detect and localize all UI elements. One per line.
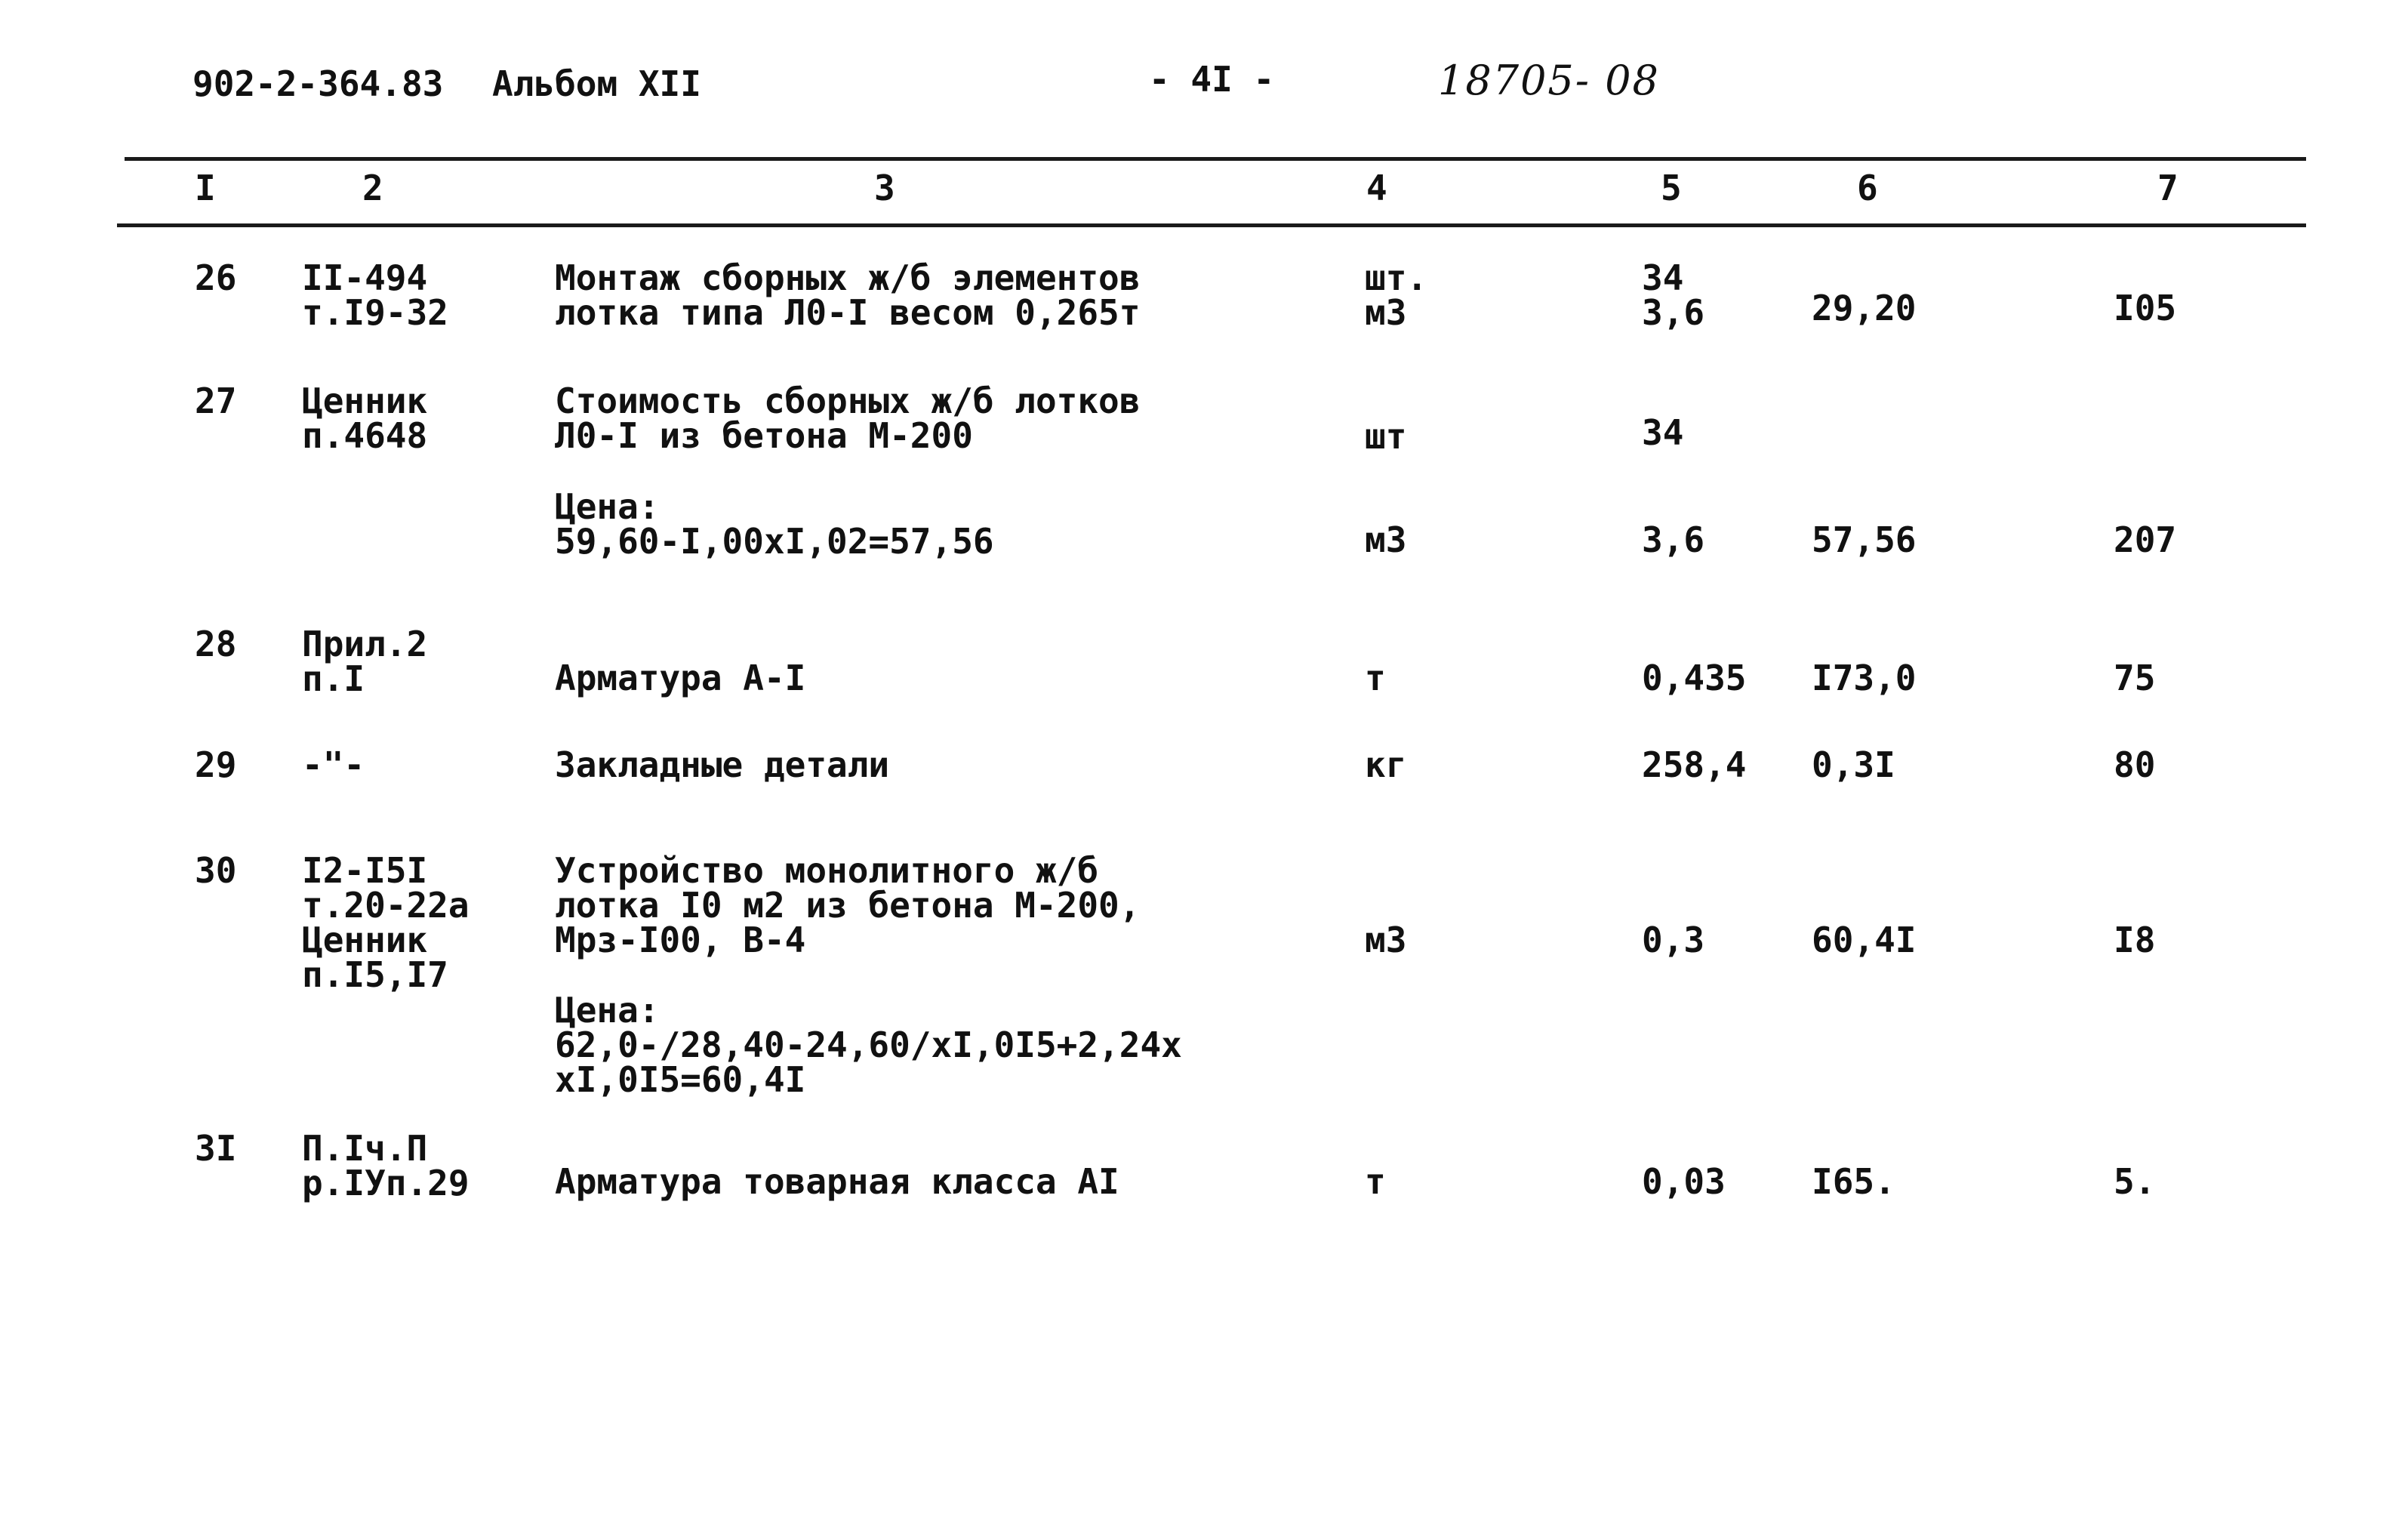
row-26-description: Монтаж сборных ж/б элементов лотка типа Л0-I весом 0,265т (555, 257, 1141, 333)
row-31-unit: т (1365, 1161, 1386, 1202)
row-27-reference: Ценник п.4648 (302, 381, 428, 456)
row-27-price-formula: Цена: 59,60-I,00хI,02=57,56 (555, 486, 994, 562)
row-30-total: I8 (2114, 920, 2156, 960)
row-27-price-quantity: 3,6 (1642, 519, 1705, 560)
row-31-total: 5. (2114, 1161, 2156, 1202)
row-28-price: I73,0 (1812, 658, 1917, 698)
row-29-unit: кг (1365, 744, 1407, 785)
column-header-4: 4 (1366, 168, 1387, 208)
row-29-total: 80 (2114, 744, 2156, 785)
album-label: Альбом XII (492, 63, 701, 104)
row-29-price: 0,3I (1812, 744, 1895, 785)
row-26-unit: шт. м3 (1365, 257, 1428, 333)
row-30-price-formula: Цена: 62,0-/28,40-24,60/хI,0I5+2,24х хI,0I5=60,4I (555, 990, 1182, 1100)
row-31-description: Арматура товарная класса АI (555, 1161, 1119, 1202)
row-28-unit: т (1365, 658, 1386, 698)
row-28-description: Арматура А-I (555, 658, 806, 698)
top-rule (125, 157, 2306, 161)
column-header-6: 6 (1857, 168, 1878, 208)
header-bottom-rule (117, 223, 2306, 227)
row-30-number: 30 (195, 850, 237, 891)
row-30-quantity: 0,3 (1642, 920, 1705, 960)
row-27-price-unit: м3 (1365, 519, 1407, 560)
handwritten-number: 18705- 08 (1438, 57, 1660, 104)
row-30-reference: I2-I5I т.20-22а Ценник п.I5,I7 (302, 850, 470, 995)
row-29-number: 29 (195, 744, 237, 785)
column-header-2: 2 (362, 168, 383, 208)
column-header-7: 7 (2157, 168, 2179, 208)
row-28-total: 75 (2114, 658, 2156, 698)
column-header-1: I (195, 168, 216, 208)
row-29-quantity: 258,4 (1642, 744, 1747, 785)
row-27-unit: шт (1365, 416, 1407, 457)
row-30-price: 60,4I (1812, 920, 1917, 960)
row-29-description: Закладные детали (555, 744, 890, 785)
row-27-unit-price: 57,56 (1812, 519, 1917, 560)
row-28-reference: Прил.2 п.I (302, 624, 428, 699)
row-28-number: 28 (195, 624, 237, 664)
row-31-reference: П.Iч.П р.IУп.29 (302, 1128, 470, 1203)
column-header-3: 3 (874, 168, 895, 208)
row-26-number: 26 (195, 257, 237, 298)
row-31-number: 3I (195, 1128, 237, 1169)
row-27-description: Стоимость сборных ж/б лотков Л0-I из бетона М-200 (555, 381, 1141, 456)
row-31-price: I65. (1812, 1161, 1895, 1202)
page-number: - 4I - (1149, 59, 1275, 100)
row-26-quantity: 34 3,6 (1642, 257, 1705, 333)
row-31-quantity: 0,03 (1642, 1161, 1726, 1202)
row-28-quantity: 0,435 (1642, 658, 1747, 698)
row-26-total: I05 (2114, 288, 2177, 328)
row-26-price: 29,20 (1812, 288, 1917, 328)
row-30-unit: м3 (1365, 920, 1407, 960)
row-26-reference: II-494 т.I9-32 (302, 257, 448, 333)
row-27-total: 207 (2114, 519, 2177, 560)
row-27-quantity: 34 (1642, 412, 1684, 453)
row-29-reference: -"- (302, 744, 365, 785)
row-30-description: Устройство монолитного ж/б лотка I0 м2 из бетона М-200, Мрз-I00, В-4 (555, 850, 1141, 960)
column-header-5: 5 (1661, 168, 1682, 208)
row-27-number: 27 (195, 381, 237, 421)
document-code: 902-2-364.83 (192, 63, 444, 104)
